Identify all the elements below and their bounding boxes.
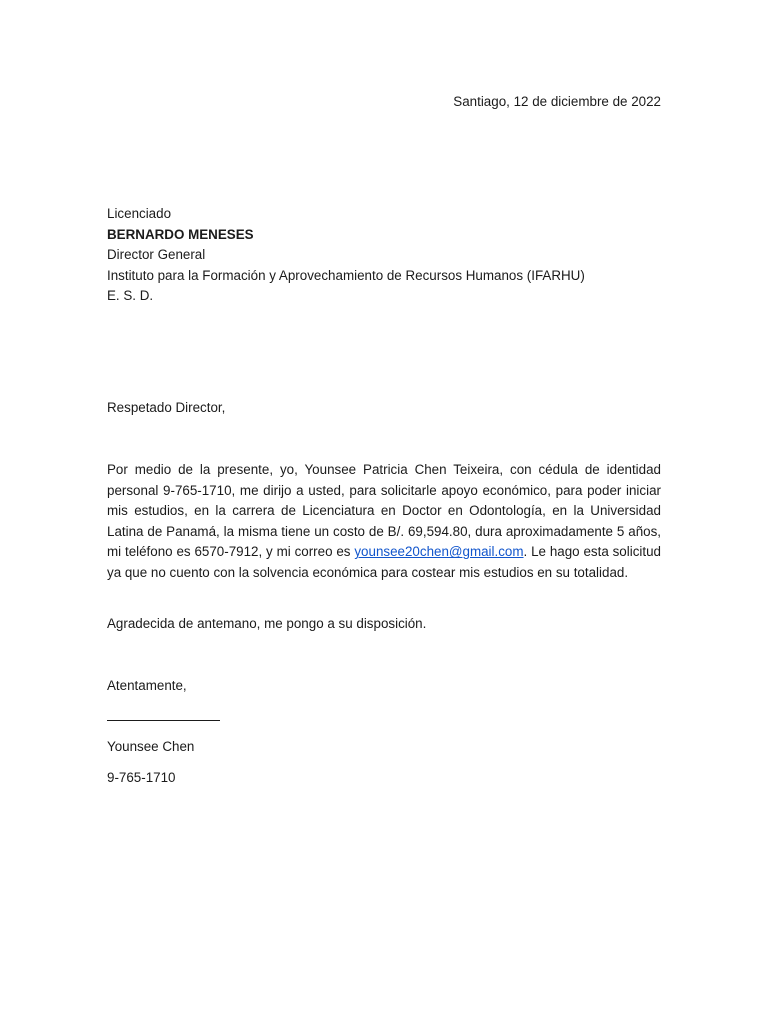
thanks-line: Agradecida de antemano, me pongo a su disposición. <box>107 616 427 631</box>
recipient-esd: E. S. D. <box>107 288 154 304</box>
closing-line: Atentamente, <box>107 678 187 693</box>
body-paragraph <box>107 460 661 584</box>
body-text-after-email: . Le hago esta solicitud ya que no cuento con la solvencia económica para costear mis estudios en su totalidad. <box>107 544 661 580</box>
signer-name: Younsee Chen <box>107 739 195 754</box>
recipient-name: BERNARDO MENESES <box>107 226 254 242</box>
recipient-institution: Instituto para la Formación y Aprovechamiento de Recursos Humanos (IFARHU) <box>107 267 585 283</box>
body-text-before-email: Por medio de la presente, yo, Younsee Patricia Chen Teixeira, con cédula de identidad personal 9-765-1710, me dirijo a usted, para solicitarle apoyo económico, para poder iniciar mis estudios, en la carrera de Licenciatura en Doctor en Odontología, en la Universidad Latina de Panamá, la misma tiene un costo de B/. 69,594.80, dura aproximadamente 5 años, mi teléfono es 6570-7912, y mi correo es <box>107 462 661 560</box>
recipient-block <box>107 204 585 307</box>
recipient-position: Director General <box>107 247 206 263</box>
salutation: Respetado Director, <box>107 400 226 415</box>
signer-id: 9-765-1710 <box>107 770 176 785</box>
signature-line <box>107 720 220 721</box>
letter-date: Santiago, 12 de diciembre de 2022 <box>453 94 661 109</box>
email-link[interactable]: younsee20chen@gmail.com <box>354 544 524 560</box>
recipient-title: Licenciado <box>107 206 172 221</box>
